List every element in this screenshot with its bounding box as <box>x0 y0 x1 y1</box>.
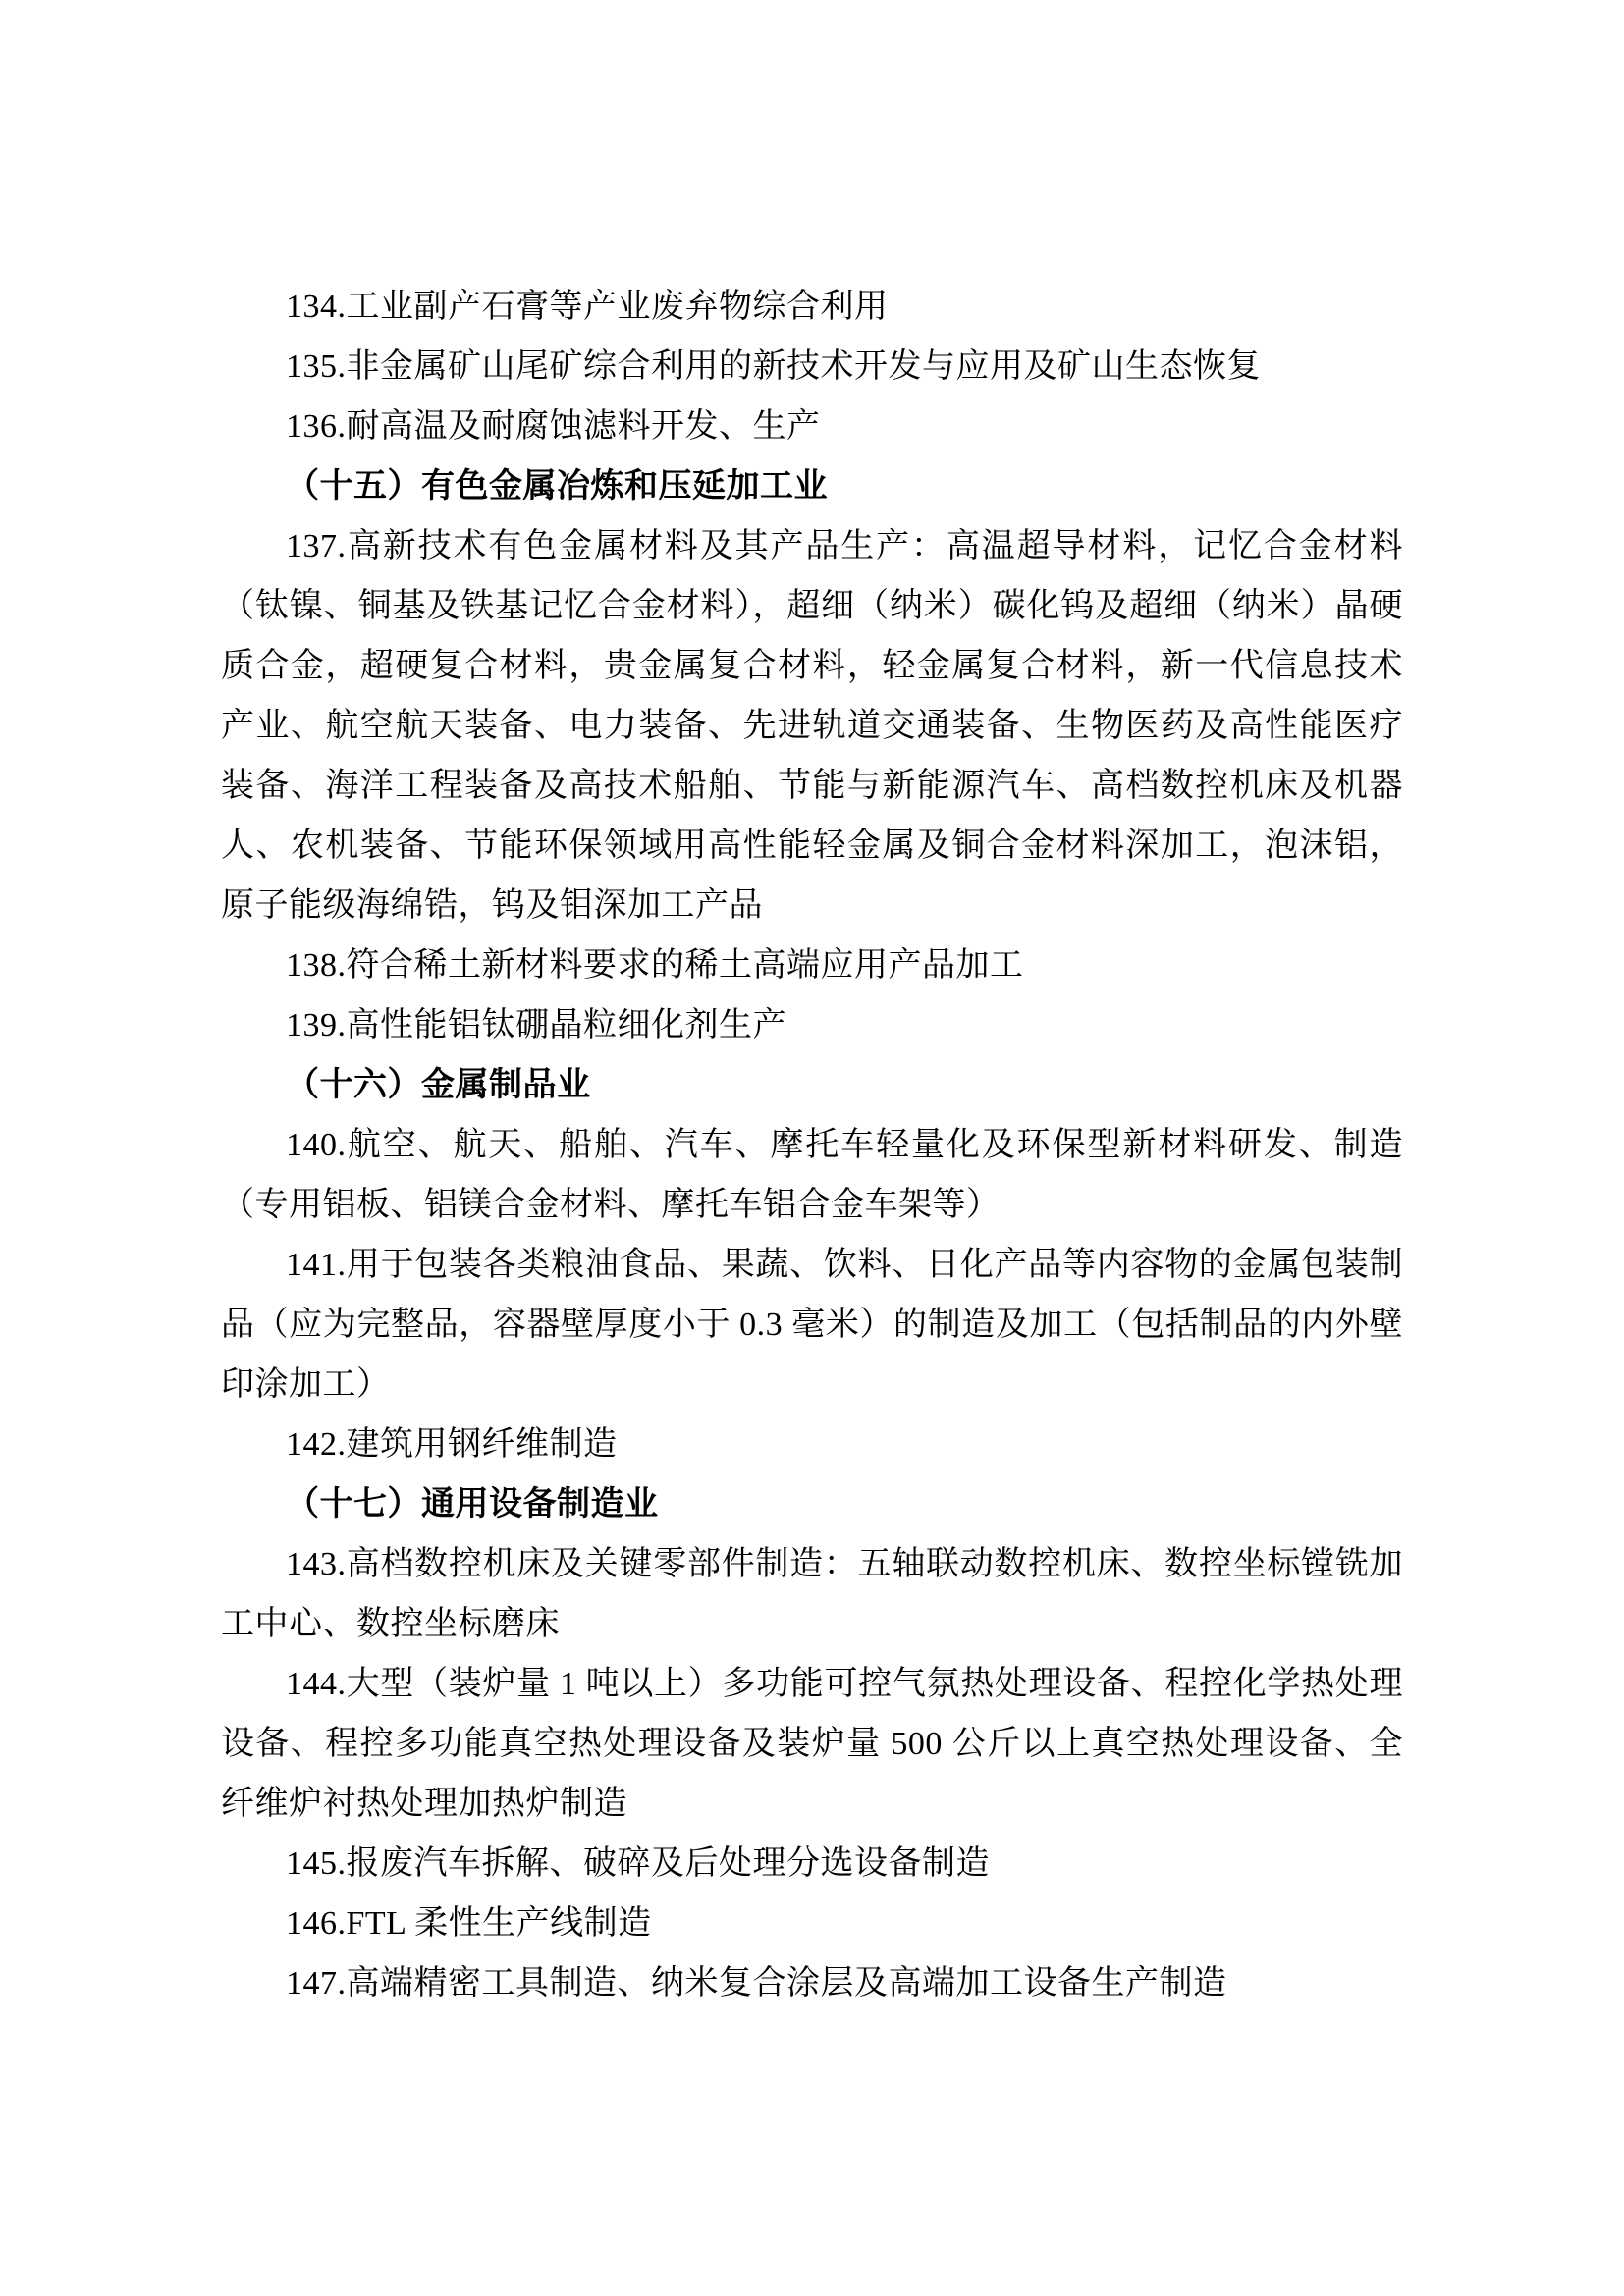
catalog-item-134: 134.工业副产石膏等产业废弃物综合利用 <box>286 289 889 325</box>
catalog-item-144: 144.大型（装炉量 1 吨以上）多功能可控气氛热处理设备、程控化学热处理设备、程控多功能真空热处理设备及装炉量 500 公斤以上真空热处理设备、全纤维炉衬热处理加热炉制造 <box>221 1666 1403 1822</box>
section-heading-17: （十七）通用设备制造业 <box>286 1486 659 1522</box>
catalog-item-145: 145.报废汽车拆解、破碎及后处理分选设备制造 <box>286 1845 990 1882</box>
catalog-item-139: 139.高性能铝钛硼晶粒细化剂生产 <box>286 1007 786 1043</box>
catalog-item-136: 136.耐高温及耐腐蚀滤料开发、生产 <box>286 408 821 445</box>
catalog-item-135: 135.非金属矿山尾矿综合利用的新技术开发与应用及矿山生态恢复 <box>286 348 1261 385</box>
catalog-item-137: 137.高新技术有色金属材料及其产品生产：高温超导材料，记忆合金材料（钛镍、铜基及铁基记忆合金材料），超细（纳米）碳化钨及超细（纳米）晶硬质合金，超硬复合材料，贵金属复合材料，轻金属复合材料，新一代信息技术产业、航空航天装备、电力装备、先进轨道交通装备、生物医药及高性能医疗装备、海洋工程装备及高技术船舶、节能与新能源汽车、高档数控机床及机器人、农机装备、节能环保领域用高性能轻金属及铜合金材料深加工，泡沫铝，原子能级海绵锆，钨及钼深加工产品 <box>221 528 1403 924</box>
catalog-item-141: 141.用于包装各类粮油食品、果蔬、饮料、日化产品等内容物的金属包装制品（应为完整品，容器壁厚度小于 0.3 毫米）的制造及加工（包括制品的内外壁印涂加工） <box>221 1247 1403 1403</box>
catalog-item-138: 138.符合稀土新材料要求的稀土高端应用产品加工 <box>286 947 1024 984</box>
catalog-item-146: 146.FTL 柔性生产线制造 <box>286 1905 652 1942</box>
section-heading-16: （十六）金属制品业 <box>286 1067 591 1103</box>
section-heading-15: （十五）有色金属冶炼和压延加工业 <box>286 468 828 505</box>
catalog-item-147: 147.高端精密工具制造、纳米复合涂层及高端加工设备生产制造 <box>286 1965 1227 2002</box>
catalog-item-142: 142.建筑用钢纤维制造 <box>286 1426 618 1463</box>
catalog-item-140: 140.航空、航天、船舶、汽车、摩托车轻量化及环保型新材料研发、制造（专用铝板、铝镁合金材料、摩托车铝合金车架等） <box>221 1127 1403 1223</box>
catalog-item-143: 143.高档数控机床及关键零部件制造：五轴联动数控机床、数控坐标镗铣加工中心、数控坐标磨床 <box>221 1546 1403 1642</box>
